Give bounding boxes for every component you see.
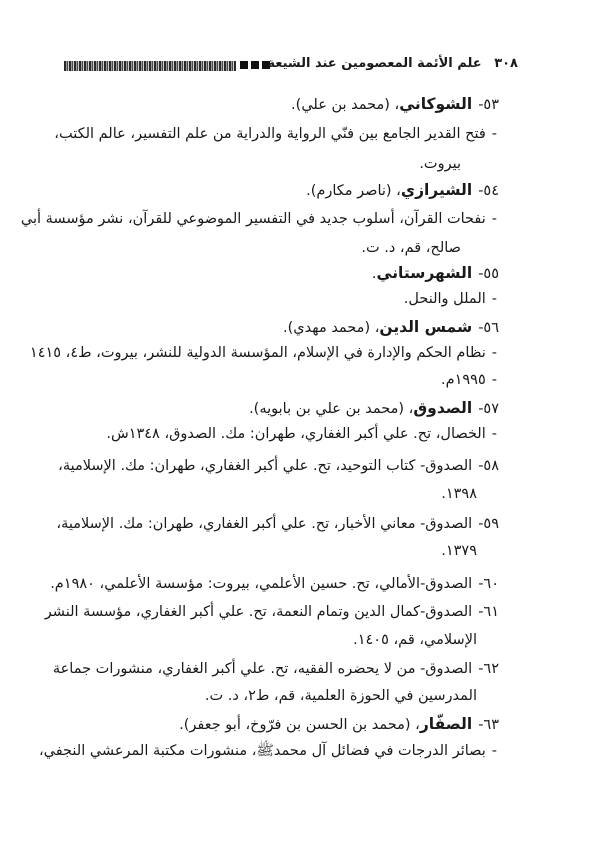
continuation-line: [89, 686, 477, 706]
author-name: الصدوق: [413, 399, 473, 417]
entry-heading: [89, 94, 499, 115]
list-dash: -: [491, 743, 497, 759]
author-details: ، (محمد بن علي).: [291, 97, 400, 113]
author-details: ، (محمد مهدي).: [283, 320, 380, 336]
list-dash: -: [491, 211, 497, 227]
reference-text: الصدوق-كمال الدين وتمام النعمة، تح. علي أكبر الغفاري، مؤسسة النشر: [44, 604, 473, 620]
entry-number: ٥٤-: [478, 183, 499, 199]
reference-text: بيروت.: [419, 156, 461, 172]
reference-text: الملل والنحل.: [403, 291, 486, 307]
entry-heading: [89, 180, 499, 201]
author-details: ، (ناصر مكارم).: [306, 183, 401, 199]
reference-text: الصدوق- معاني الأخبار، تح. علي أكبر الغفاري، طهران: مك. الإسلامية،: [56, 516, 473, 532]
author-name: الصفّار: [419, 715, 473, 733]
entry-number: ٦٣-: [478, 717, 499, 733]
reference-text: ١٩٩٥م.: [441, 372, 486, 388]
list-dash: -: [491, 291, 497, 307]
reference-text: فتح القدير الجامع بين فنّي الرواية والدراية من علم التفسير، عالم الكتب،: [54, 126, 486, 142]
author-name: شمس الدين: [379, 318, 473, 336]
entry-heading: [89, 714, 499, 735]
entry-line: [56, 514, 499, 534]
author-name: الشوكاني: [399, 95, 473, 113]
reference-text: صالح، قم، د. ت.: [361, 240, 461, 256]
entry-number: ٦٠-: [478, 576, 499, 592]
entry-number: ٥٦-: [478, 320, 499, 336]
reference-line: [20, 209, 497, 229]
reference-line: [29, 343, 497, 363]
running-title: علم الأئمة المعصومين عند الشيعة: [267, 56, 482, 71]
reference-text: نظام الحكم والإدارة في الإسلام، المؤسسة الدولية للنشر، بيروت، ط٤، ١٤١٥: [29, 345, 486, 361]
reference-text: الصدوق-الأمالي، تح. حسين الأعلمي، بيروت: مؤسسة الأعلمي، ١٩٨٠م.: [50, 576, 473, 592]
reference-text: الخصال، تح. علي أكبر الغفاري، طهران: مك. الصدوق، ١٣٤٨ش.: [106, 426, 486, 442]
reference-line: [54, 124, 497, 144]
reference-line: [38, 741, 497, 761]
author-name: الشيرازي: [400, 181, 473, 199]
reference-text: الصدوق- من لا يحضره الفقيه، تح. علي أكبر الغفاري، منشورات جماعة: [52, 661, 473, 677]
header-ornament-squares: [240, 61, 270, 69]
entry-line: [58, 456, 499, 476]
continuation-line: [89, 238, 461, 258]
entry-number: ٥٩-: [478, 516, 499, 532]
entry-number: ٦٢-: [478, 661, 499, 677]
entry-number: ٥٨-: [478, 458, 499, 474]
reference-text: ١٣٩٨.: [441, 486, 477, 502]
entry-number: ٥٣-: [478, 97, 499, 113]
entry-number: ٦١-: [478, 604, 499, 620]
header-text: [267, 56, 518, 71]
reference-line: [87, 370, 497, 390]
author-details: ، (محمد بن علي بن بابويه).: [249, 401, 414, 417]
reference-line: [87, 289, 497, 309]
page-number: ٣٠٨: [494, 56, 518, 71]
page-header: [64, 56, 518, 76]
entry-heading: [89, 263, 499, 284]
reference-text: ١٣٧٩.: [441, 543, 477, 559]
author-name: الشهرستاني: [376, 264, 473, 282]
entry-heading: [89, 398, 499, 419]
continuation-line: [89, 541, 477, 561]
entry-line: [50, 574, 499, 594]
reference-text: المدرسين في الحوزة العلمية، قم، ط٢، د. ت.: [204, 688, 477, 704]
header-ornament-bar: [64, 61, 236, 71]
entry-number: ٥٧-: [478, 401, 499, 417]
entry-line: [44, 602, 499, 622]
reference-text: بصائر الدرجات في فضائل آل محمدﷺ، منشورات مكتبة المرعشي النجفي،: [38, 743, 486, 759]
continuation-line: [89, 154, 461, 174]
entry-line: [52, 659, 499, 679]
continuation-line: [89, 630, 477, 650]
list-dash: -: [491, 426, 497, 442]
reference-text: الإسلامي، قم، ١٤٠٥.: [353, 632, 477, 648]
entry-number: ٥٥-: [478, 266, 499, 282]
reference-text: نفحات القرآن، أسلوب جديد في التفسير الموضوعي للقرآن، نشر مؤسسة أبي: [20, 211, 486, 227]
author-details: ، (محمد بن الحسن بن فرّوخ، أبو جعفر).: [179, 717, 420, 733]
list-dash: -: [491, 126, 497, 142]
author-details: .: [371, 266, 377, 282]
entry-heading: [89, 317, 499, 338]
continuation-line: [89, 484, 477, 504]
list-dash: -: [491, 372, 497, 388]
reference-text: الصدوق- كتاب التوحيد، تح. علي أكبر الغفاري، طهران: مك. الإسلامية،: [58, 458, 473, 474]
list-dash: -: [491, 345, 497, 361]
reference-line: [87, 424, 497, 444]
